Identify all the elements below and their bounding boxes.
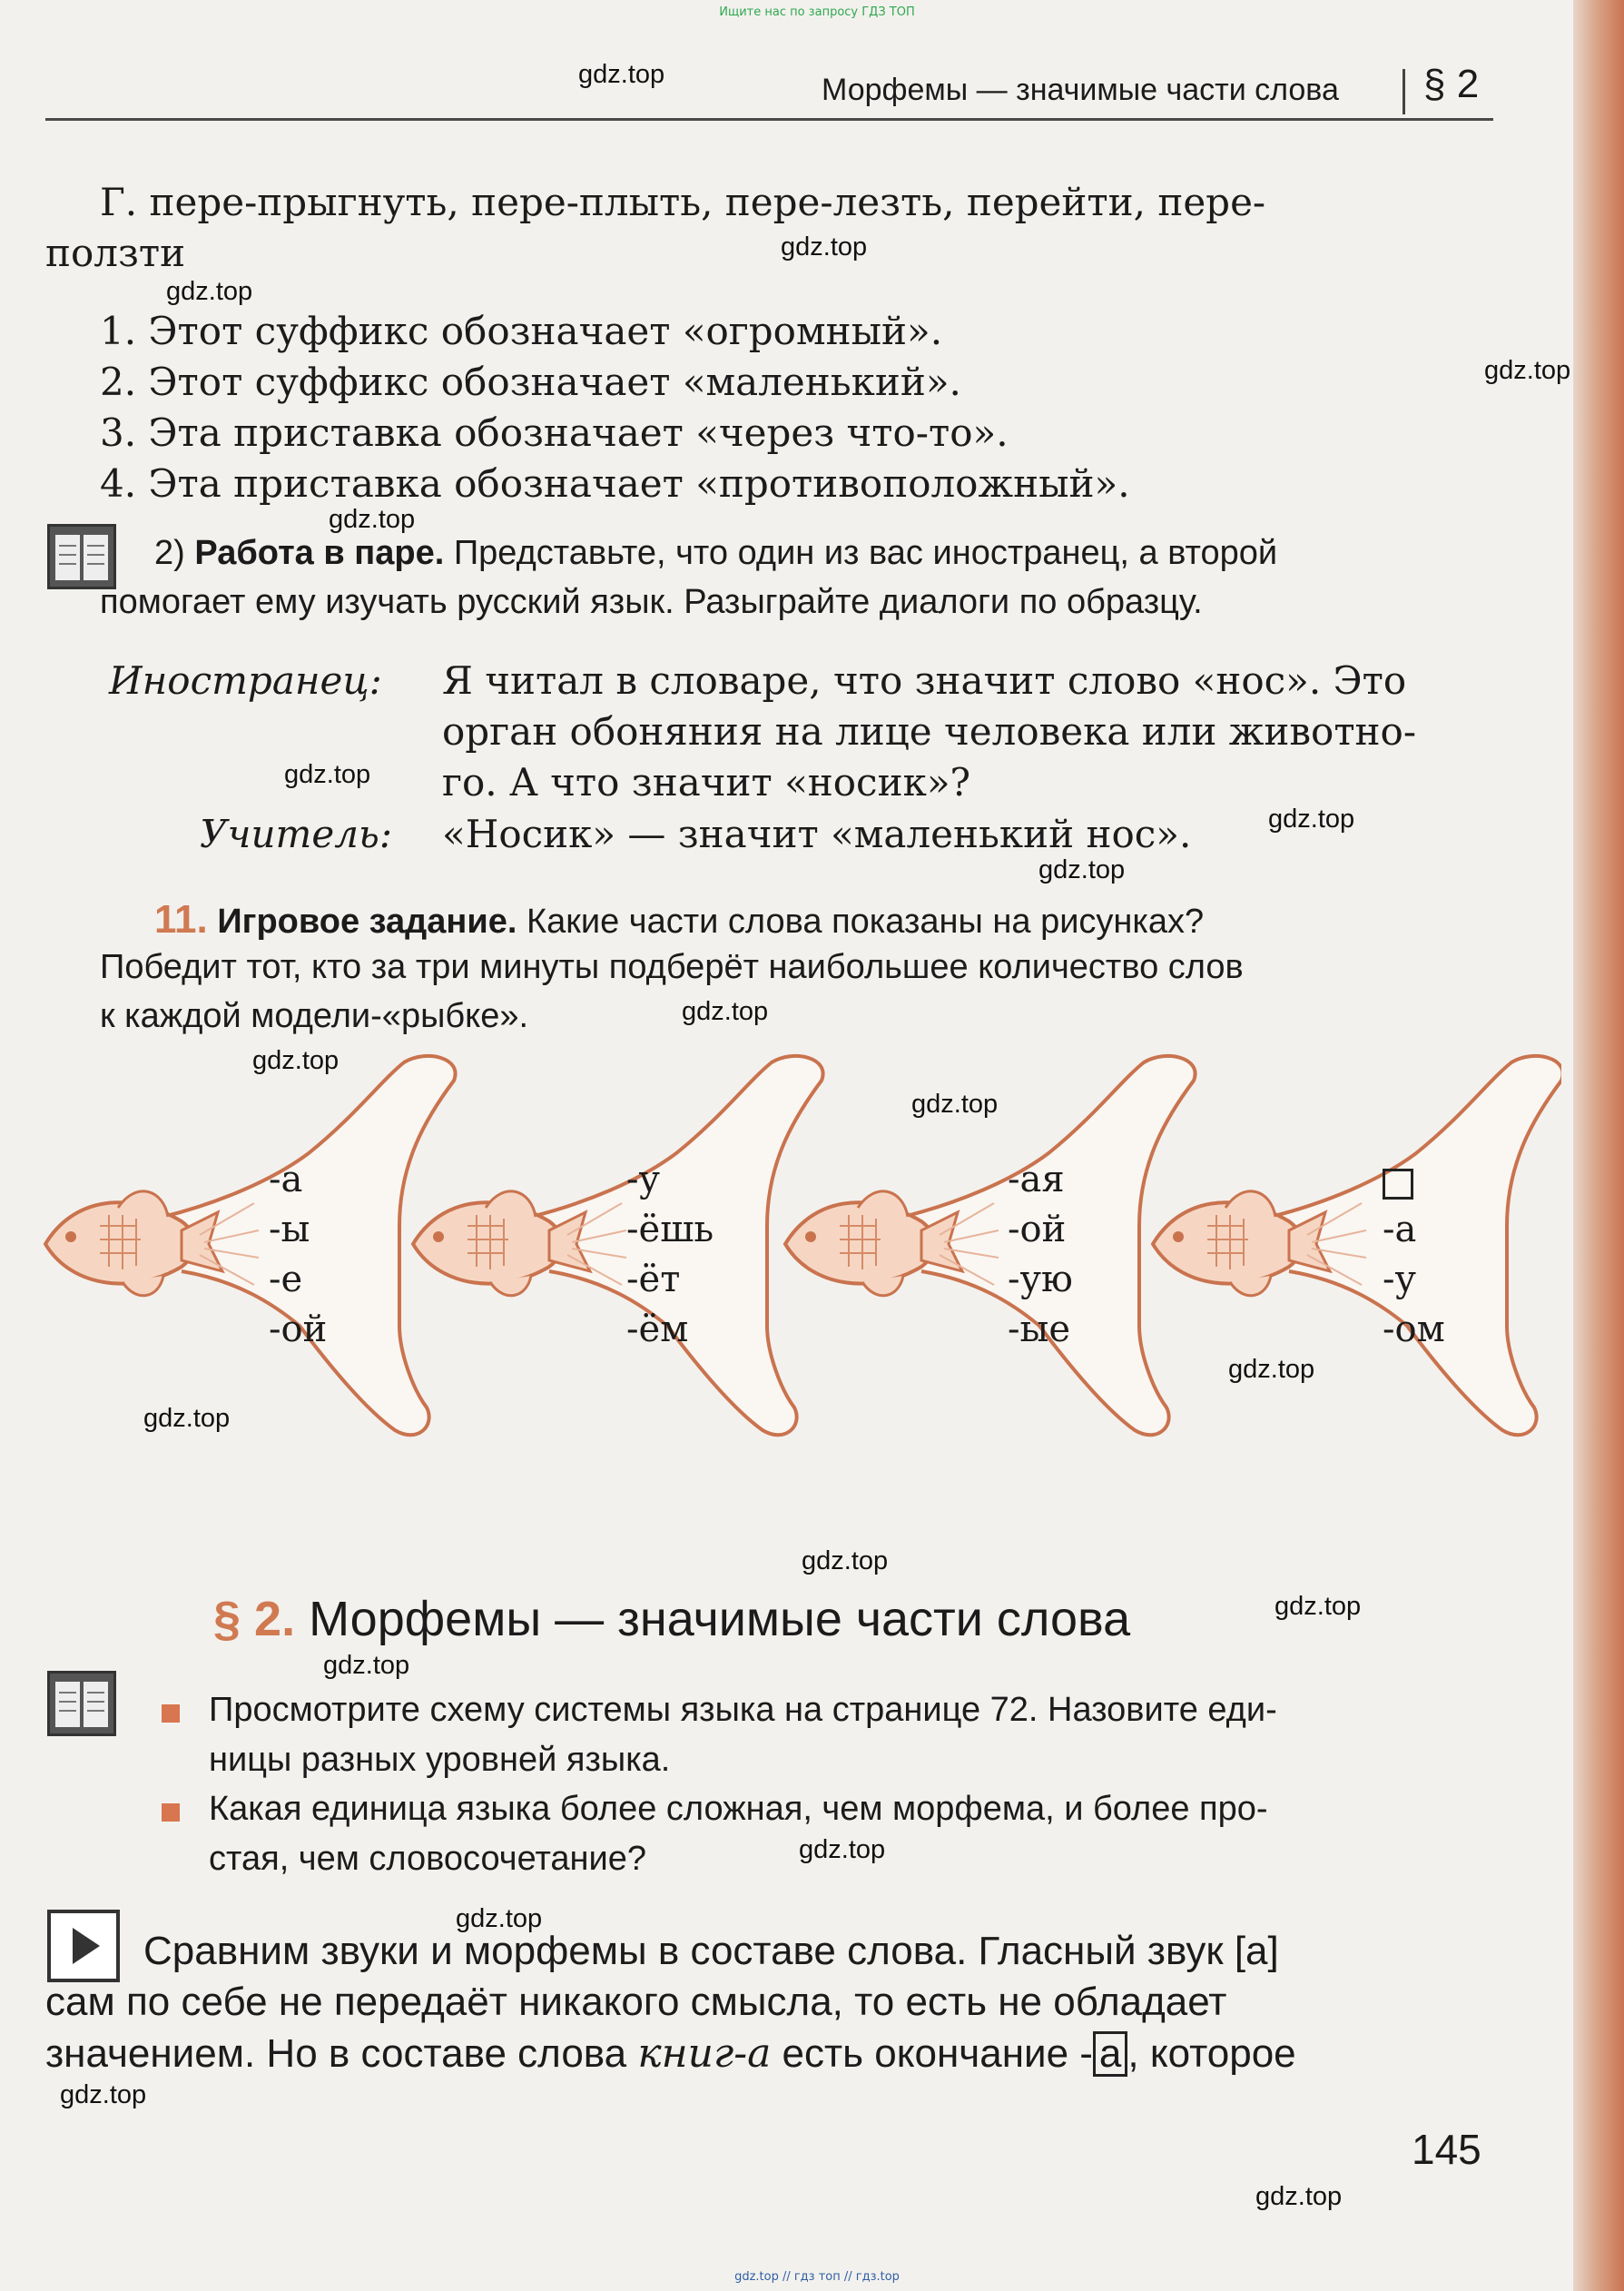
watermark: gdz.top: [799, 1835, 886, 1864]
watermark: gdz.top: [1038, 855, 1126, 884]
task-11-heading: Игровое задание.: [217, 903, 517, 941]
fish-models-illustration: [0, 1044, 1561, 1480]
pair-work-line1: 2) Работа в паре. Представьте, что один из вас иностранец, а второй: [154, 534, 1278, 572]
section-title: Морфемы — значимые части слова: [309, 1592, 1131, 1646]
task-g-item-4: 4. Эта приставка обозначает «противоположный».: [100, 461, 1130, 506]
fish-model-3: [785, 1056, 1196, 1435]
fish-4-zero-ending-box: [1383, 1164, 1413, 1206]
watermark: gdz.top: [1484, 356, 1571, 385]
foreigner-label: Иностранец:: [109, 658, 382, 703]
watermark: gdz.top: [456, 1904, 543, 1933]
watermark: gdz.top: [143, 1404, 231, 1433]
fish-2-ending-3: -ёт: [626, 1259, 681, 1300]
fish-1-ending-1: -а: [269, 1159, 303, 1200]
watermark: gdz.top: [252, 1046, 340, 1075]
watermark: gdz.top: [802, 1546, 889, 1575]
watermark: gdz.top: [323, 1651, 410, 1680]
fish-3-ending-4: -ые: [1008, 1308, 1071, 1350]
bullet-2-line1: Какая единица языка более сложная, чем морфема, и более про-: [209, 1790, 1268, 1828]
fish-4-ending-3: -у: [1383, 1259, 1417, 1300]
watermark: gdz.top: [1228, 1355, 1315, 1384]
task-11-line3: к каждой модели-«рыбке».: [100, 997, 529, 1035]
watermark: gdz.top: [578, 60, 665, 89]
top-note: Ищите нас по запросу ГДЗ ТОП: [719, 5, 915, 19]
watermark: gdz.top: [329, 505, 416, 534]
play-icon: [47, 1910, 120, 1982]
compare-line2: сам по себе не передаёт никакого смысла, то есть не обладает: [45, 1980, 1227, 2024]
fish-model-1: [45, 1056, 456, 1435]
ending-box: а: [1093, 2031, 1127, 2077]
watermark: gdz.top: [284, 760, 371, 789]
example-word: книг-а: [637, 2030, 772, 2077]
watermark: gdz.top: [1255, 2182, 1343, 2211]
pair-work-heading: Работа в паре.: [194, 534, 445, 572]
bullet-marker: [162, 1704, 180, 1723]
bullet-2-line2: стая, чем словосочетание?: [209, 1840, 647, 1878]
watermark: gdz.top: [911, 1090, 999, 1119]
fish-3-ending-1: -ая: [1008, 1159, 1065, 1200]
notebook-icon: [47, 524, 116, 589]
header-rule: [45, 118, 1493, 121]
pair-work-line2: помогает ему изучать русский язык. Разыграйте диалоги по образцу.: [100, 583, 1203, 621]
compare-line1: Сравним звуки и морфемы в составе слова. Гласный звук [а]: [143, 1929, 1279, 1973]
fish-1-ending-4: -ой: [269, 1308, 328, 1350]
fish-3-ending-2: -ой: [1008, 1209, 1067, 1250]
fish-3-ending-3: -ую: [1008, 1259, 1073, 1300]
fish-2-ending-4: -ём: [626, 1308, 689, 1350]
task-g-item-1: 1. Этот суффикс обозначает «огромный».: [100, 309, 943, 353]
open-book-icon: [47, 1671, 116, 1736]
fish-1-ending-2: -ы: [269, 1209, 310, 1250]
bullet-1-line2: ницы разных уровней языка.: [209, 1741, 671, 1779]
foreigner-line-3: го. А что значит «носик»?: [442, 760, 971, 805]
fish-2-ending-1: -у: [626, 1159, 661, 1200]
task-g-item-2: 2. Этот суффикс обозначает «маленький».: [100, 360, 961, 404]
page-edge-strip: [1573, 0, 1624, 2291]
task-g-line2: ползти: [45, 231, 186, 275]
task-number: 11.: [154, 897, 208, 942]
watermark: gdz.top: [60, 2080, 147, 2109]
fish-model-4: [1153, 1056, 1561, 1435]
fish-model-2: [413, 1056, 823, 1435]
bottom-note: gdz.top // гдз топ // гдз.top: [734, 2270, 900, 2284]
task-g-line1: Г. пере-прыгнуть, пере-плыть, пере-лезть, перейти, пере-: [100, 180, 1266, 224]
header-separator: [1403, 69, 1405, 114]
page-number: 145: [1412, 2126, 1481, 2173]
fish-4-ending-4: -ом: [1383, 1308, 1445, 1350]
fish-4-ending-2: -а: [1383, 1209, 1417, 1250]
watermark: gdz.top: [781, 232, 868, 262]
teacher-line: «Носик» — значит «маленький нос».: [442, 812, 1192, 856]
section-number: § 2.: [213, 1592, 296, 1646]
bullet-1-line1: Просмотрите схему системы языка на странице 72. Назовите еди-: [209, 1691, 1277, 1729]
watermark: gdz.top: [1275, 1592, 1362, 1621]
watermark: gdz.top: [1268, 805, 1355, 834]
teacher-label: Учитель:: [200, 812, 392, 856]
foreigner-line-2: орган обоняния на лице человека или животно-: [442, 709, 1417, 754]
fish-2-ending-2: -ёшь: [626, 1209, 714, 1250]
foreigner-line-1: Я читал в словаре, что значит слово «нос». Это: [442, 658, 1407, 703]
watermark: gdz.top: [166, 277, 253, 306]
fish-1-ending-3: -е: [269, 1259, 303, 1300]
section-heading: [213, 1591, 1130, 1647]
watermark: gdz.top: [682, 997, 769, 1026]
task-11-line2: Победит тот, кто за три минуты подберёт наибольшее количество слов: [100, 948, 1244, 986]
running-header-title: Морфемы — значимые части слова: [822, 73, 1339, 107]
task-11-line1: 11. Игровое задание. Какие части слова показаны на рисунках?: [154, 897, 1205, 942]
running-header-section: § 2: [1423, 62, 1480, 106]
task-g-item-3: 3. Эта приставка обозначает «через что-то».: [100, 410, 1009, 455]
compare-line3: значением. Но в составе слова книг-а есть окончание - а , которое: [45, 2030, 1296, 2077]
bullet-marker: [162, 1803, 180, 1822]
